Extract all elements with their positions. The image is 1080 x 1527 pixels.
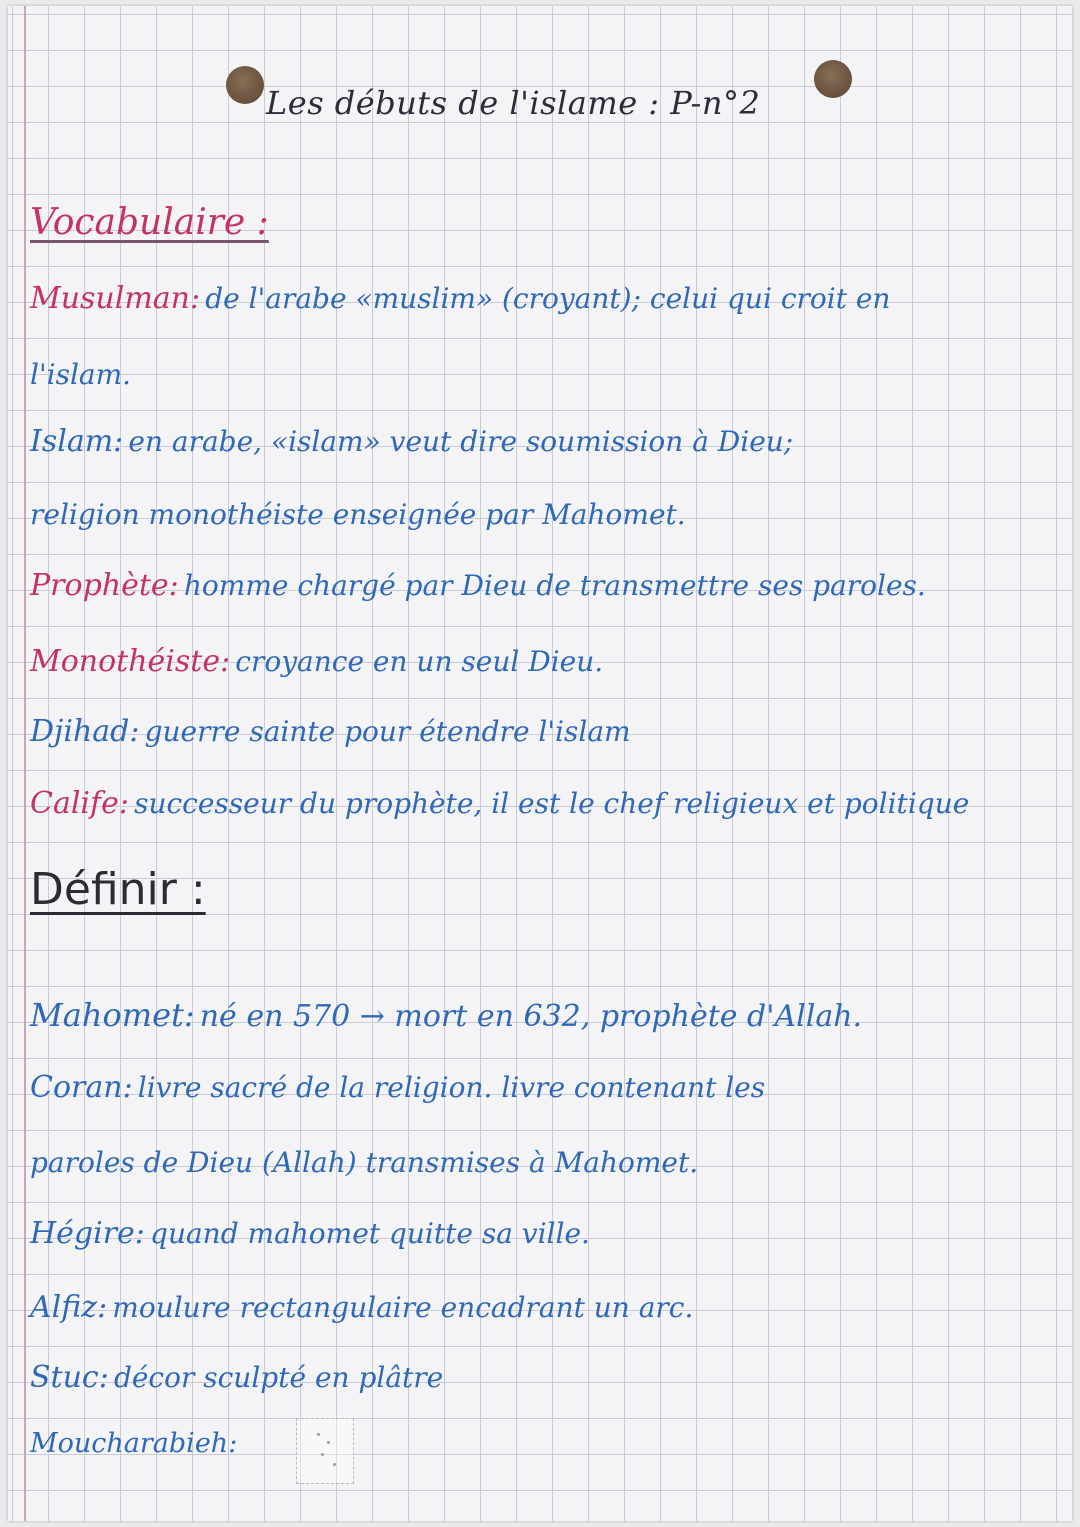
vocab-definition: guerre sainte pour étendre l'islam <box>144 715 631 748</box>
def-definition: moulure rectangulaire encadrant un arc. <box>112 1291 694 1324</box>
vocab-term: Monothéiste: <box>30 644 231 679</box>
def-definition: quand mahomet quitte sa ville. <box>150 1217 590 1250</box>
vocab-entry-monotheiste <box>30 644 603 679</box>
def-term: Mahomet: <box>30 996 195 1034</box>
notebook-page <box>8 6 1072 1521</box>
binder-hole-left <box>226 66 264 104</box>
page-title: Les débuts de l'islame : P-n°2 <box>266 84 761 122</box>
def-continuation: paroles de Dieu (Allah) transmises à Mahomet. <box>30 1146 699 1179</box>
vocabulaire-heading: Vocabulaire : <box>30 202 269 243</box>
def-term: Alfiz: <box>30 1290 108 1325</box>
vocab-definition: croyance en un seul Dieu. <box>235 645 604 678</box>
def-term: Hégire: <box>30 1216 145 1251</box>
definir-heading: Définir : <box>30 864 206 915</box>
vocab-definition: en arabe, «islam» veut dire soumission à Dieu; <box>128 425 794 458</box>
binder-hole-right <box>814 60 852 98</box>
def-definition: né en 570 → mort en 632, prophète d'Allah. <box>199 999 863 1034</box>
def-definition: décor sculpté en plâtre <box>113 1361 444 1394</box>
vocab-term: Islam: <box>30 424 124 459</box>
vocab-entry-calife <box>30 786 969 821</box>
def-entry-coran <box>30 1070 765 1105</box>
def-entry-stuc <box>30 1360 443 1395</box>
vocab-definition: de l'arabe «muslim» (croyant); celui qui croit en <box>205 282 891 315</box>
vocab-term: Calife: <box>30 786 129 821</box>
def-entry-mahomet <box>30 996 862 1034</box>
vocab-term: Musulman: <box>30 281 201 316</box>
vocab-term: Djihad: <box>30 714 140 749</box>
def-term: Coran: <box>30 1070 133 1105</box>
vocab-definition: successeur du prophète, il est le chef religieux et politique <box>134 787 970 820</box>
vocab-entry-prophete <box>30 568 926 603</box>
def-entry-hegire <box>30 1216 590 1251</box>
vocab-entry-musulman <box>30 281 890 316</box>
def-entry-alfiz <box>30 1290 693 1325</box>
vocab-term: Prophète: <box>30 568 179 603</box>
margin-line <box>24 6 26 1521</box>
vocab-entry-islam <box>30 424 793 459</box>
def-term: Moucharabieh: <box>30 1428 238 1459</box>
vocab-entry-djihad <box>30 714 631 749</box>
faint-sketch <box>296 1418 354 1484</box>
vocab-continuation: l'islam. <box>30 358 132 391</box>
def-term: Stuc: <box>30 1360 109 1395</box>
vocab-definition: homme chargé par Dieu de transmettre ses paroles. <box>183 569 926 602</box>
vocab-continuation: religion monothéiste enseignée par Mahomet. <box>30 498 686 531</box>
def-entry-moucharabieh <box>30 1428 237 1459</box>
def-definition: livre sacré de la religion. livre contenant les <box>137 1071 766 1104</box>
